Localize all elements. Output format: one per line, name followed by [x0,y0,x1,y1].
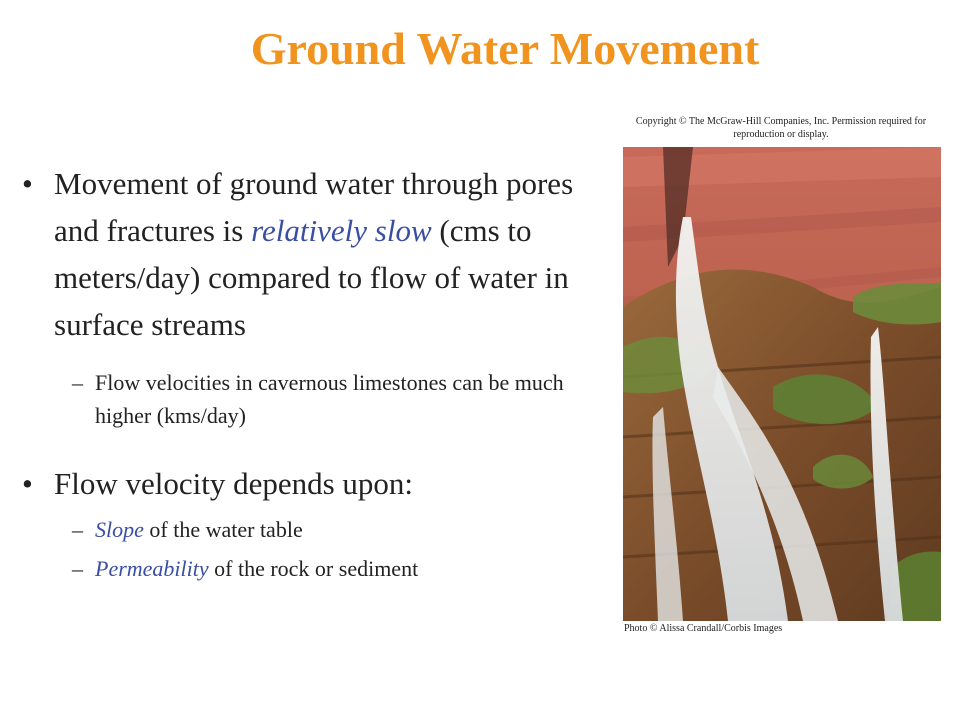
sub-bullet-item [22,366,602,432]
sub-bullet-text: of the water table [143,517,303,542]
bullet-item [22,460,602,507]
bullet-text: Flow velocity depends upon: [54,466,414,501]
photo-credit: Photo © Alissa Crandall/Corbis Images [624,623,783,634]
slide-title: Ground Water Movement [250,23,760,74]
bullet-icon: • [22,166,33,201]
bullet-text: Movement of ground water through pores and fractures is [54,166,574,248]
copyright-notice: Copyright © The McGraw-Hill Companies, Inc. Permission required for reproduction or display. [635,116,927,140]
sub-bullet-item [22,513,602,546]
bullet-icon: • [22,466,33,501]
waterfall-illustration [623,147,941,621]
dash-icon: – [72,517,83,542]
sub-bullet-text: of the rock or sediment [208,556,419,581]
bullet-text: (cms to meters/day) compared to flow of water in surface streams [54,213,569,342]
emphasis-text: relatively slow [251,213,432,248]
slide-content [22,160,602,585]
bullet-item [22,160,602,348]
waterfall-photo [623,147,941,621]
dash-icon: – [72,556,83,581]
sub-bullet-text: Flow velocities in cavernous limestones can be much higher (kms/day) [95,370,564,428]
waterfall-photo-panel [620,115,942,635]
emphasis-text: Permeability [95,556,209,581]
sub-bullet-item [22,552,602,585]
emphasis-text: Slope [95,517,144,542]
dash-icon: – [72,370,83,395]
